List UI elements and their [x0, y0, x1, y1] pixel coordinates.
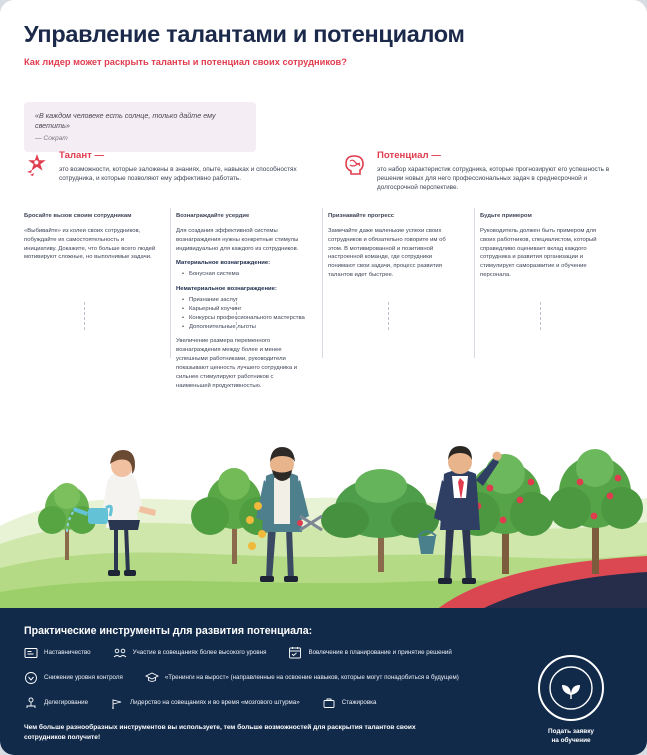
tool-item	[288, 646, 451, 660]
header	[0, 0, 647, 67]
internship-icon	[322, 696, 336, 710]
advice-column	[170, 212, 322, 397]
definition-term: Потенциал —	[377, 150, 441, 161]
tool-label: Лидерство на совещаниях и во время «мозгового штурма»	[130, 698, 300, 706]
advice-column	[322, 212, 474, 397]
advice-columns	[24, 212, 624, 397]
planning-icon	[288, 646, 302, 660]
column-paragraph: «Выбивайте» из колеи своих сотрудников, побуждайте их самостоятельность и инициативу. Докажите, что больше всего людей мотивируют сложные, но выполнимые задачи.	[24, 227, 156, 261]
tool-item	[145, 671, 459, 685]
advice-column	[474, 212, 624, 397]
delegation-icon	[24, 696, 38, 710]
list-item: • Дополнительные льготы	[184, 323, 308, 332]
column-list	[176, 296, 308, 331]
tools-row	[24, 671, 524, 685]
column-title: Признавайте прогресс	[328, 213, 395, 219]
tools-footnote: Чем больше разнообразных инструментов вы используете, тем больше возможностей для раскрытия талантов своих сотрудников получите!	[24, 724, 416, 741]
cta-apply[interactable]	[511, 655, 631, 746]
definition-talant	[24, 150, 306, 192]
advice-column	[24, 212, 170, 397]
column-subheading: Материальное вознаграждение:	[176, 260, 271, 267]
training-icon	[145, 671, 159, 685]
tool-item	[322, 696, 377, 710]
list-item: • Конкурсы профессионального мастерства	[184, 314, 308, 323]
quote-text: «В каждом человеке есть солнце, только дайте ему светить»	[35, 111, 216, 130]
column-paragraph: Увеличение размера переменного вознаграждения между более и менее успешными работниками, руководители показывают ценность лучшего сотрудника и сильнее стимулируют работников с наименьшей продуктивностью.	[176, 338, 298, 389]
tools-row	[24, 696, 524, 710]
tool-item	[110, 696, 300, 710]
leaf-emblem-icon	[538, 655, 604, 721]
column-paragraph: Для создания эффективной системы вознаграждения нужны конкретные стимулы индивидуально для каждого из сотрудников.	[176, 227, 299, 252]
tool-item	[113, 646, 267, 660]
cta-label-line2: на обучение	[551, 736, 591, 744]
tool-item	[24, 646, 91, 660]
brain-head-icon	[342, 150, 368, 192]
quote-box	[24, 102, 256, 152]
column-paragraph: Замечайте даже маленькие успехи своих сотрудников и обязательно говорите им об этом. В мотивированной и позитивной настроенной команде, где сотрудники понимают свои задачи, процесс развития талантов идет быстрее.	[328, 227, 446, 279]
page-title: Управление талантами и потенциалом	[24, 21, 465, 47]
column-title: Вознаграждайте усердие	[176, 213, 250, 219]
list-item: • Признание заслуг	[184, 296, 308, 305]
tool-label: Снижение уровня контроля	[44, 673, 123, 681]
definitions	[24, 150, 624, 192]
column-subheading: Нематериальное вознаграждение:	[176, 286, 277, 293]
cta-label-line1: Подать заявку	[548, 728, 594, 735]
tools-title: Практические инструменты для развития потенциала:	[24, 625, 313, 637]
definition-potencial	[342, 150, 624, 192]
tool-label: Делегирование	[44, 698, 89, 706]
mentoring-icon	[24, 646, 38, 660]
tools-row	[24, 646, 524, 660]
control-down-icon	[24, 671, 38, 685]
tool-label: Наставничество	[44, 648, 91, 656]
tools-list	[24, 646, 524, 721]
column-paragraph: Руководитель должен быть примером для своих работников, специалистом, который справедливо оценивает вклад каждого сотрудника и развития организации и стимулирует саморазвитие и обучение персонала.	[480, 227, 597, 279]
tool-label: Участие в совещаниях более высокого уровня	[132, 648, 267, 656]
list-item: • Бонусная система	[184, 270, 308, 279]
meeting-icon	[113, 646, 127, 660]
tool-item	[24, 671, 123, 685]
column-title: Будьте примером	[480, 213, 532, 219]
tool-label: Вовлечение в планирование и принятие решений	[308, 648, 452, 656]
tool-item	[24, 696, 88, 710]
quote-author: — Сократ	[35, 135, 68, 143]
definition-term: Талант —	[59, 150, 105, 161]
column-title: Бросайте вызов своим сотрудникам	[24, 213, 132, 219]
definition-description: это набор характеристик сотрудника, которые прогнозируют его успешность в решении новых для него профессиональных задач в среднесрочной и долгосрочной перспективе.	[377, 166, 610, 192]
column-list	[176, 270, 308, 279]
tools-panel	[0, 608, 647, 755]
tool-label: Стажировка	[341, 698, 377, 706]
definition-description: это возможности, которые заложены в знаниях, опыте, навыках и способностях сотрудника, и которые позволяют ему эффективно работать.	[59, 166, 297, 183]
tool-label: «Тренинги на вырост» (направленные на освоение навыков, которые могут понадобиться в будущем)	[164, 673, 459, 681]
star-badge-icon	[24, 150, 50, 192]
list-item: • Карьерный коучинг	[184, 305, 308, 314]
leadership-icon	[110, 696, 124, 710]
page-subtitle: Как лидер может раскрыть таланты и потенциал своих сотрудников?	[24, 56, 347, 67]
